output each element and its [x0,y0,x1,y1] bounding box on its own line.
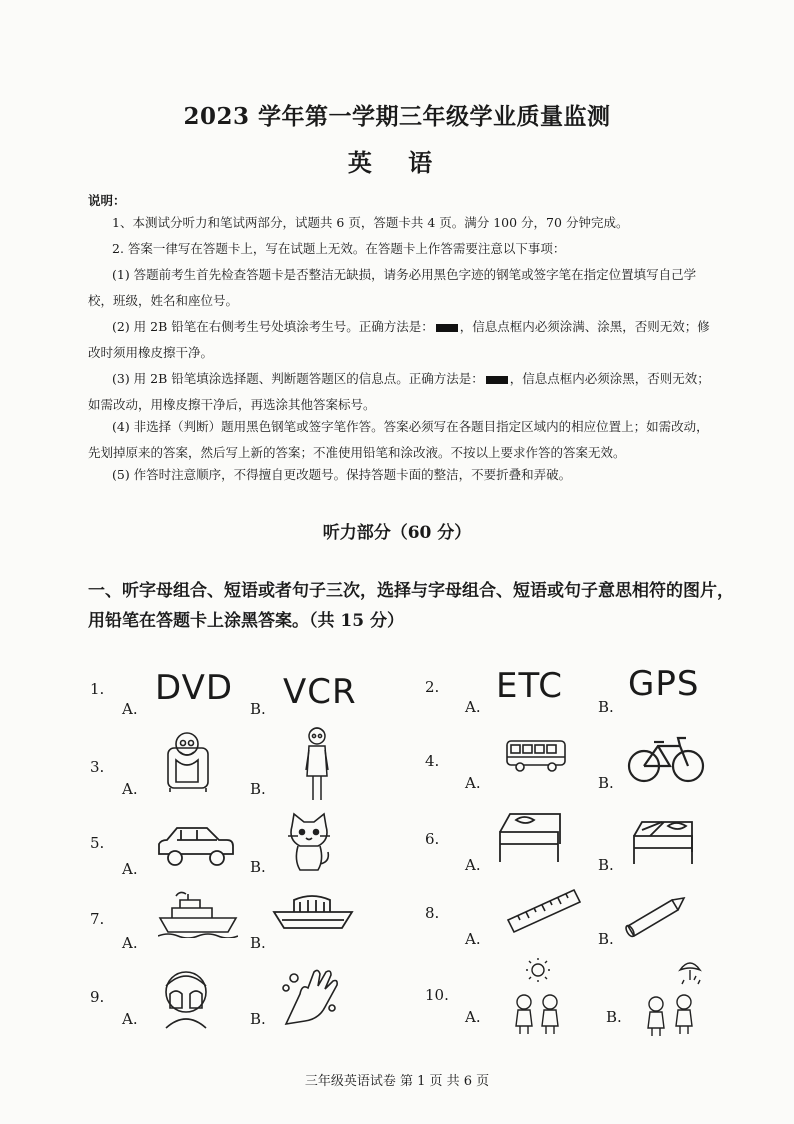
option-b-label[interactable]: B. [598,774,614,792]
listening-heading: 听力部分（60 分） [322,523,472,543]
option-a-label[interactable]: A. [122,934,138,952]
option-a-text: DVD [155,668,234,708]
instruction-sub-2-b: ，信息点框内必须涂满、涂黑，否则无效；修改时须用橡皮擦干净。 [88,319,710,360]
page-title: 2023 学年第一学期三年级学业质量监测 [183,103,611,130]
boat-icon [272,890,354,934]
option-b-label[interactable]: B. [598,930,614,948]
option-b-label[interactable]: B. [598,698,614,716]
option-b-label[interactable]: B. [250,934,266,952]
option-a-label[interactable]: A. [465,774,481,792]
bicycle-icon [626,730,706,786]
option-a-label[interactable]: A. [122,700,138,718]
option-a-label[interactable]: A. [122,780,138,798]
question-number: 8. [425,904,440,922]
option-a-label[interactable]: A. [465,1008,481,1026]
subject-title: 英 语 [347,148,447,177]
option-a-label[interactable]: A. [465,930,481,948]
instruction-sub-3-a: (3) 用 2B 铅笔填涂选择题、判断题答题区的信息点。正确方法是： [112,371,484,386]
option-b-label[interactable]: B. [598,856,614,874]
question-number: 4. [425,752,440,770]
option-b-label[interactable]: B. [250,780,266,798]
covering-face-icon [156,966,216,1030]
car-icon [155,820,237,870]
instruction-sub-5: (5) 作答时注意顺序，不得擅自更改题号。保持答题卡面的整洁，不要折叠和弄破。 [112,467,572,482]
question-number: 5. [90,834,105,852]
instruction-item-2: 2. 答案一律写在答题卡上，写在试题上无效。在答题卡上作答需要注意以下事项： [112,241,566,256]
option-b-label[interactable]: B. [250,1010,266,1028]
question-number: 9. [90,988,105,1006]
instruction-item-1: 1、本测试分听力和笔试两部分，试题共 6 页，答题卡共 4 页。满分 100 分，70 分钟完成。 [112,215,629,230]
question-number: 1. [90,680,105,698]
question-number: 7. [90,910,105,928]
instruction-sub-3 [88,366,720,418]
page-footer: 三年级英语试卷 第 1 页 共 6 页 [304,1074,490,1089]
question-number: 10. [425,986,449,1004]
filled-bubble-icon [436,324,458,332]
option-a-label[interactable]: A. [122,860,138,878]
instructions-heading: 说明： [88,193,126,208]
sunny-kids-icon [508,958,568,1038]
grandma-standing-icon [302,724,332,804]
question-number: 6. [425,830,440,848]
instruction-sub-3-b: ，信息点框内必须涂黑，否则无效；如需改动，用橡皮擦干净后，再选涂其他答案标号。 [88,371,710,412]
option-b-label[interactable]: B. [250,858,266,876]
instruction-sub-2-a: (2) 用 2B 铅笔在右侧考生号处填涂考生号。正确方法是： [112,319,434,334]
option-b-text: VCR [283,672,357,712]
option-a-label[interactable]: A. [465,698,481,716]
instruction-sub-2 [88,314,720,366]
washing-hands-icon [276,964,344,1032]
unmade-bed-icon [628,812,698,868]
option-a-label[interactable]: A. [122,1010,138,1028]
cat-icon [284,812,334,874]
instruction-sub-4: (4) 非选择（判断）题用黑色钢笔或签字笔作答。答案必须写在各题目指定区域内的相应位置上；如需改动，先划掉原来的答案，然后写上新的答案；不准使用铅笔和涂改液。不按以上要求作答的答案无效。 [88,419,709,460]
rainy-kids-icon [640,956,706,1038]
section-1-instructions: 一、听字母组合、短语或者句子三次，选择与字母组合、短语或句子意思相符的图片，用铅笔在答题卡上涂黑答案。（共 15 分） [88,581,734,631]
question-number: 3. [90,758,105,776]
question-number: 2. [425,678,440,696]
pencil-icon [622,896,688,940]
option-b-label[interactable]: B. [250,700,266,718]
option-b-label[interactable]: B. [606,1008,622,1026]
option-a-label[interactable]: A. [465,856,481,874]
option-b-text: GPS [628,664,700,704]
grandpa-in-chair-icon [160,728,215,793]
filled-bubble-icon [486,376,508,384]
made-bed-icon [494,810,564,866]
instruction-sub-1: (1) 答题前考生首先检查答题卡是否整洁无缺损，请务必用黑色字迹的钢笔或签字笔在指定位置填写自己学校，班级，姓名和座位号。 [88,267,697,308]
bus-icon [505,738,567,774]
ruler-icon [504,886,582,936]
ship-icon [158,890,238,938]
option-a-text: ETC [496,666,563,706]
